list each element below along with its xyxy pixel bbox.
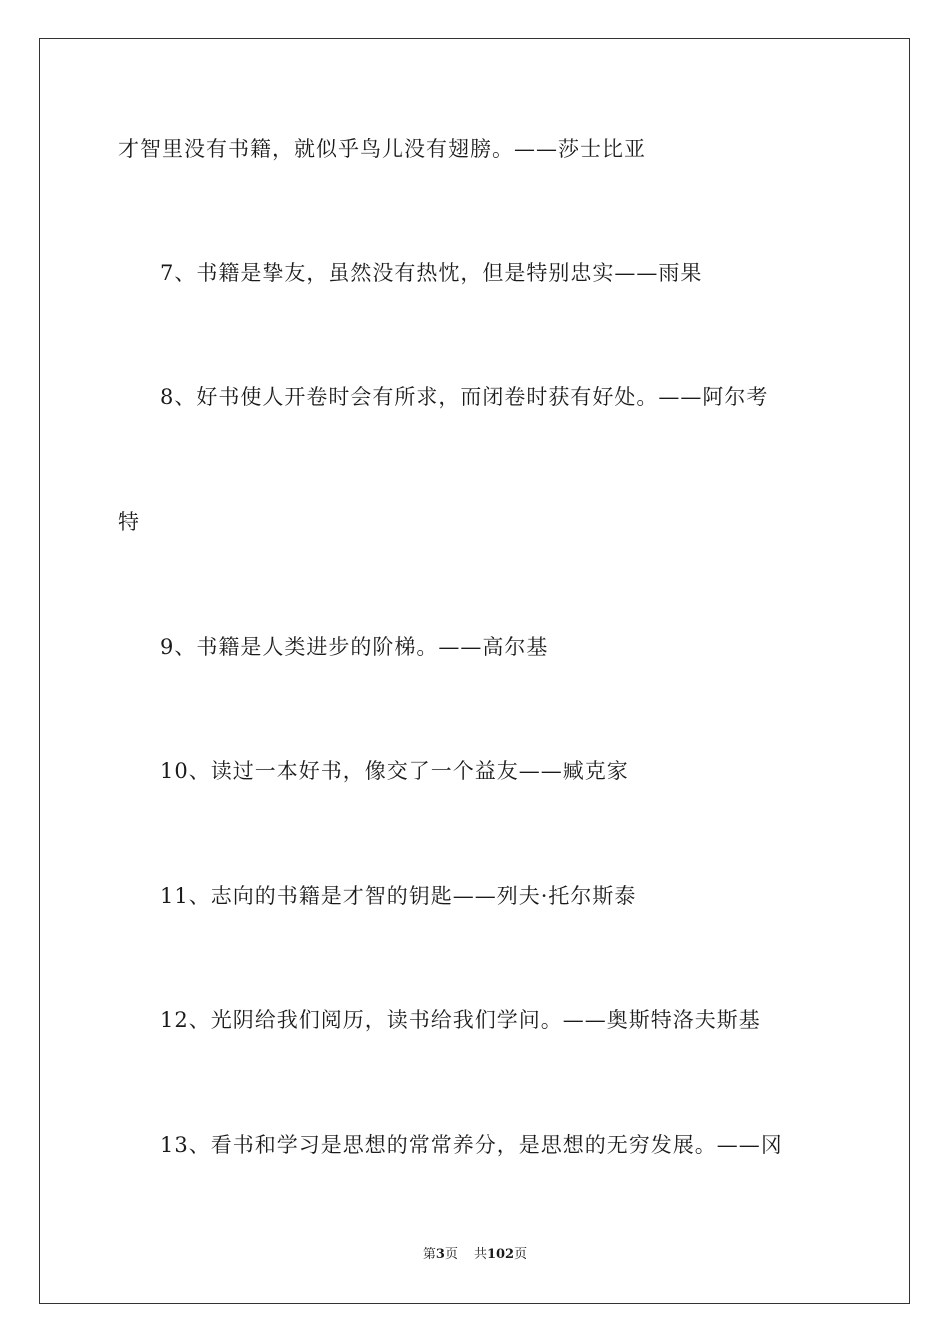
quote-13: 13、看书和学习是思想的常常养分，是思想的无穷发展。——冈 xyxy=(160,1133,783,1157)
footer-page-suffix: 页 xyxy=(444,1247,458,1262)
footer-total-suffix: 页 xyxy=(514,1247,528,1262)
quote-8-continuation: 特 xyxy=(118,510,140,534)
footer-page-number: 3 xyxy=(435,1247,445,1262)
quote-12: 12、光阴给我们阅历，读书给我们学问。——奥斯特洛夫斯基 xyxy=(160,1008,761,1032)
quote-9: 9、书籍是人类进步的阶梯。——高尔基 xyxy=(160,635,549,659)
page-footer xyxy=(0,1246,950,1264)
quote-8: 8、好书使人开卷时会有所求，而闭卷时获有好处。——阿尔考 xyxy=(160,385,769,409)
text-line-1: 才智里没有书籍，就似乎鸟儿没有翅膀。——莎士比亚 xyxy=(118,137,646,161)
page-border xyxy=(39,38,910,1304)
footer-total-number: 102 xyxy=(486,1247,515,1262)
quote-7: 7、书籍是挚友，虽然没有热忱，但是特别忠实——雨果 xyxy=(160,261,703,285)
footer-page-prefix: 第 xyxy=(422,1247,436,1262)
footer-total-prefix: 共 xyxy=(473,1247,487,1262)
quote-10: 10、读过一本好书，像交了一个益友——臧克家 xyxy=(160,759,629,783)
quote-11: 11、志向的书籍是才智的钥匙——列夫·托尔斯泰 xyxy=(160,884,637,908)
